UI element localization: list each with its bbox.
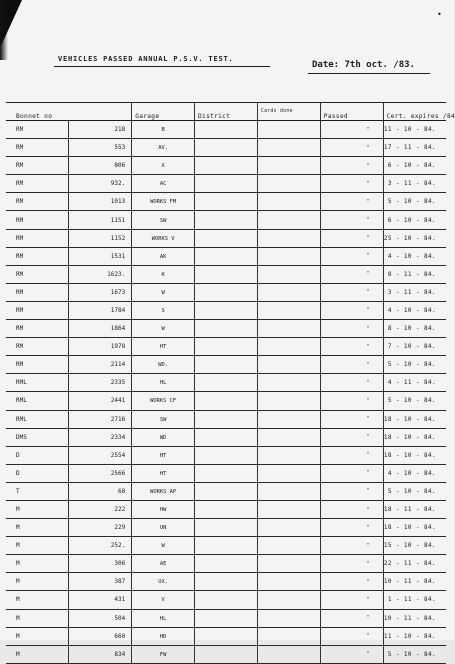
table-row	[6, 139, 446, 157]
row-cert-expires: 3 - 11 - 84.	[383, 283, 446, 301]
row-bonnet-number: 222	[69, 500, 132, 518]
row-garage	[132, 555, 195, 573]
row-passed: "	[320, 356, 383, 374]
row-cert-expires: 5 - 10 - 84.	[383, 392, 446, 410]
row-garage-label: X	[161, 163, 165, 170]
table-row	[6, 283, 446, 301]
row-cert-expires: 6 - 10 - 84.	[383, 157, 446, 175]
date-label: Date: 7th oct. /83.	[312, 60, 415, 70]
row-garage-label: WORKS V	[151, 235, 175, 242]
row-garage-label: HL	[159, 380, 167, 387]
table-row	[6, 464, 446, 482]
table-row	[6, 482, 446, 500]
row-garage-label: WORKS CF	[150, 398, 177, 405]
row-garage	[132, 645, 195, 663]
column-header-passed: Passed	[320, 103, 383, 121]
row-bonnet-code: RM	[6, 229, 69, 247]
row-cert-expires: 11 - 10 - 84.	[383, 121, 446, 139]
row-garage	[132, 482, 195, 500]
row-cards-done	[257, 500, 320, 518]
row-garage-label: ON	[159, 525, 167, 532]
row-bonnet-code: M	[6, 591, 69, 609]
row-garage-label: WD	[159, 434, 167, 441]
row-bonnet-code: RM	[6, 338, 69, 356]
row-cert-expires: 18 - 10 - 84.	[383, 519, 446, 537]
row-bonnet-code: M	[6, 500, 69, 518]
row-passed: "	[320, 446, 383, 464]
table-row	[6, 374, 446, 392]
row-cert-expires: 6 - 10 - 84.	[383, 211, 446, 229]
row-cert-expires: 1 - 11 - 84.	[383, 591, 446, 609]
row-garage	[132, 229, 195, 247]
row-cards-done	[257, 247, 320, 265]
row-garage-label: HW	[159, 507, 167, 514]
row-cert-expires: 7 - 10 - 84.	[383, 338, 446, 356]
row-garage-label: WORKS FM	[150, 199, 177, 206]
table-row	[6, 446, 446, 464]
table-row	[6, 301, 446, 319]
row-cards-done	[257, 591, 320, 609]
row-garage-label: K	[161, 271, 165, 278]
row-garage-label: AK	[159, 253, 167, 260]
row-district	[195, 609, 258, 627]
table-row	[6, 573, 446, 591]
row-garage-label: AE	[159, 561, 167, 568]
row-cert-expires: 18 - 10 - 84.	[383, 446, 446, 464]
row-garage-label: HT	[159, 344, 167, 351]
row-cards-done	[257, 265, 320, 283]
row-cards-done	[257, 627, 320, 645]
row-garage	[132, 338, 195, 356]
row-cards-done	[257, 374, 320, 392]
row-district	[195, 482, 258, 500]
row-garage	[132, 374, 195, 392]
scan-shadow-edge	[0, 0, 8, 60]
row-bonnet-code: RM	[6, 157, 69, 175]
row-garage	[132, 283, 195, 301]
row-cards-done	[257, 356, 320, 374]
row-garage	[132, 410, 195, 428]
row-garage-label: W	[161, 326, 165, 333]
row-bonnet-code: DMS	[6, 428, 69, 446]
row-cards-done	[257, 392, 320, 410]
row-garage-label: FW	[159, 651, 167, 658]
row-passed: "	[320, 121, 383, 139]
row-district	[195, 157, 258, 175]
row-passed: "	[320, 392, 383, 410]
row-bonnet-number: 660	[69, 627, 132, 645]
row-district	[195, 464, 258, 482]
row-garage	[132, 139, 195, 157]
row-cert-expires: 5 - 10 - 84.	[383, 356, 446, 374]
row-cards-done	[257, 573, 320, 591]
row-passed: "	[320, 519, 383, 537]
table-header-row	[6, 103, 446, 121]
row-district	[195, 193, 258, 211]
row-garage-label: S	[161, 307, 165, 314]
row-bonnet-code: RM	[6, 211, 69, 229]
row-passed: "	[320, 265, 383, 283]
row-garage	[132, 247, 195, 265]
row-cert-expires: 18 - 11 - 84.	[383, 500, 446, 518]
row-garage-label: UX.	[158, 579, 168, 586]
row-cert-expires: 10 - 11 - 84.	[383, 609, 446, 627]
row-cards-done	[257, 175, 320, 193]
row-district	[195, 374, 258, 392]
row-district	[195, 229, 258, 247]
page-title: VEHICLES PASSED ANNUAL P.S.V. TEST.	[58, 55, 234, 63]
table-row	[6, 428, 446, 446]
row-cards-done	[257, 410, 320, 428]
row-bonnet-number: 932.	[69, 175, 132, 193]
row-district	[195, 338, 258, 356]
row-bonnet-number: 387	[69, 573, 132, 591]
row-garage	[132, 356, 195, 374]
row-bonnet-code: RML	[6, 374, 69, 392]
row-garage	[132, 392, 195, 410]
row-passed: "	[320, 573, 383, 591]
row-garage	[132, 627, 195, 645]
row-cert-expires: 18 - 10 - 84.	[383, 410, 446, 428]
row-bonnet-code: M	[6, 573, 69, 591]
row-cert-expires: 4 - 11 - 84.	[383, 374, 446, 392]
row-garage	[132, 446, 195, 464]
row-passed: "	[320, 482, 383, 500]
row-cards-done	[257, 537, 320, 555]
row-district	[195, 356, 258, 374]
row-garage	[132, 157, 195, 175]
table-row	[6, 175, 446, 193]
row-cards-done	[257, 482, 320, 500]
row-garage-label: AC	[159, 181, 167, 188]
row-garage	[132, 537, 195, 555]
table-row	[6, 338, 446, 356]
row-passed: "	[320, 320, 383, 338]
row-cert-expires: 15 - 10 - 84.	[383, 537, 446, 555]
date-underline	[308, 73, 430, 74]
row-passed: "	[320, 464, 383, 482]
row-passed: "	[320, 591, 383, 609]
row-bonnet-code: M	[6, 645, 69, 663]
table-row	[6, 356, 446, 374]
row-cert-expires: 5 - 10 - 84.	[383, 645, 446, 663]
row-cards-done	[257, 428, 320, 446]
row-bonnet-number: 229	[69, 519, 132, 537]
row-garage	[132, 500, 195, 518]
row-bonnet-number: 252.	[69, 537, 132, 555]
row-cards-done	[257, 211, 320, 229]
row-bonnet-number: 2441	[69, 392, 132, 410]
row-bonnet-number: 1152	[69, 229, 132, 247]
table-row	[6, 410, 446, 428]
row-bonnet-code: RM	[6, 247, 69, 265]
row-garage-label: W	[161, 289, 165, 296]
row-district	[195, 428, 258, 446]
row-bonnet-number: 504	[69, 609, 132, 627]
row-bonnet-code: RM	[6, 193, 69, 211]
row-cards-done	[257, 609, 320, 627]
table-row	[6, 645, 446, 663]
row-cert-expires: 4 - 10 - 84.	[383, 301, 446, 319]
row-passed: "	[320, 338, 383, 356]
row-district	[195, 247, 258, 265]
table-row	[6, 519, 446, 537]
row-passed: "	[320, 627, 383, 645]
row-bonnet-number: 2716	[69, 410, 132, 428]
row-bonnet-code: RM	[6, 121, 69, 139]
column-header-cards-done: Cards done	[257, 103, 320, 121]
row-garage-label: HT	[159, 452, 167, 459]
row-bonnet-code: RM	[6, 265, 69, 283]
row-garage	[132, 609, 195, 627]
row-cert-expires: 25 - 10 - 84.	[383, 229, 446, 247]
page-dot-mark: •	[437, 10, 442, 19]
row-bonnet-code: RML	[6, 392, 69, 410]
row-bonnet-code: RML	[6, 410, 69, 428]
row-passed: "	[320, 537, 383, 555]
row-district	[195, 555, 258, 573]
row-garage-label: WD.	[158, 362, 168, 369]
row-passed: "	[320, 500, 383, 518]
row-district	[195, 500, 258, 518]
row-garage-label: HT	[159, 470, 167, 477]
row-bonnet-number: 2334	[69, 428, 132, 446]
row-bonnet-code: RM	[6, 283, 69, 301]
row-bonnet-number: 431	[69, 591, 132, 609]
row-district	[195, 537, 258, 555]
table-row	[6, 500, 446, 518]
row-garage	[132, 591, 195, 609]
row-garage-label: AV.	[158, 145, 168, 152]
column-header-garage: Garage	[132, 103, 195, 121]
row-cards-done	[257, 193, 320, 211]
row-cards-done	[257, 121, 320, 139]
row-cert-expires: 4 - 10 - 84.	[383, 464, 446, 482]
row-cert-expires: 5 - 10 - 84.	[383, 482, 446, 500]
row-district	[195, 519, 258, 537]
row-bonnet-number: 834	[69, 645, 132, 663]
row-garage-label: B	[161, 127, 165, 134]
row-cards-done	[257, 338, 320, 356]
row-district	[195, 627, 258, 645]
row-bonnet-code: D	[6, 464, 69, 482]
row-garage	[132, 519, 195, 537]
row-garage-label: WORKS AP	[150, 488, 177, 495]
table-body	[6, 121, 446, 664]
row-cert-expires: 22 - 11 - 84.	[383, 555, 446, 573]
row-bonnet-number: 1151	[69, 211, 132, 229]
row-district	[195, 446, 258, 464]
row-passed: "	[320, 374, 383, 392]
row-cert-expires: 8 - 10 - 84.	[383, 320, 446, 338]
row-bonnet-code: M	[6, 627, 69, 645]
row-cert-expires: 10 - 11 - 84.	[383, 573, 446, 591]
row-bonnet-code: M	[6, 609, 69, 627]
row-passed: "	[320, 193, 383, 211]
title-underline	[54, 66, 270, 67]
table-row	[6, 555, 446, 573]
row-passed: "	[320, 157, 383, 175]
row-district	[195, 139, 258, 157]
column-header-district: District	[195, 103, 258, 121]
row-bonnet-number: 1978	[69, 338, 132, 356]
row-bonnet-number: 1673	[69, 283, 132, 301]
row-garage-label: SW	[159, 416, 167, 423]
row-garage-label: W	[161, 543, 165, 550]
row-bonnet-code: RM	[6, 139, 69, 157]
row-bonnet-code: T	[6, 482, 69, 500]
row-garage	[132, 211, 195, 229]
row-garage	[132, 193, 195, 211]
row-garage	[132, 175, 195, 193]
row-passed: "	[320, 301, 383, 319]
row-bonnet-number: 218	[69, 121, 132, 139]
row-district	[195, 265, 258, 283]
row-passed: "	[320, 229, 383, 247]
table-row	[6, 193, 446, 211]
column-header-bonnet-no: Bonnet no	[6, 103, 132, 121]
row-cert-expires: 8 - 11 - 84.	[383, 265, 446, 283]
table-row	[6, 211, 446, 229]
row-cards-done	[257, 446, 320, 464]
row-garage-label: SW	[159, 217, 167, 224]
table-row	[6, 247, 446, 265]
row-district	[195, 283, 258, 301]
row-cert-expires: 18 - 10 - 84.	[383, 428, 446, 446]
row-bonnet-number: 1531	[69, 247, 132, 265]
row-cards-done	[257, 320, 320, 338]
row-passed: "	[320, 555, 383, 573]
row-bonnet-number: 553	[69, 139, 132, 157]
row-garage-label: HD	[159, 633, 167, 640]
table-row	[6, 265, 446, 283]
row-cards-done	[257, 283, 320, 301]
row-bonnet-number: 2554	[69, 446, 132, 464]
row-cards-done	[257, 157, 320, 175]
row-bonnet-code: RM	[6, 175, 69, 193]
row-cards-done	[257, 519, 320, 537]
row-bonnet-code: M	[6, 537, 69, 555]
row-district	[195, 645, 258, 663]
row-bonnet-code: RM	[6, 301, 69, 319]
table-row	[6, 157, 446, 175]
table-row	[6, 320, 446, 338]
row-bonnet-number: 806	[69, 157, 132, 175]
row-cards-done	[257, 229, 320, 247]
row-passed: "	[320, 175, 383, 193]
row-cards-done	[257, 139, 320, 157]
column-header-cert-expires: Cert. expires /84	[383, 103, 446, 121]
row-district	[195, 121, 258, 139]
row-garage	[132, 121, 195, 139]
row-district	[195, 392, 258, 410]
row-passed: "	[320, 211, 383, 229]
row-passed: "	[320, 139, 383, 157]
row-cards-done	[257, 464, 320, 482]
row-garage-label: HL	[159, 615, 167, 622]
row-garage-label: V	[161, 597, 165, 604]
row-passed: "	[320, 428, 383, 446]
vehicle-log-table	[6, 102, 455, 664]
row-bonnet-code: RM	[6, 356, 69, 374]
row-bonnet-number: 1013	[69, 193, 132, 211]
row-garage	[132, 320, 195, 338]
row-bonnet-number: 1784	[69, 301, 132, 319]
row-district	[195, 320, 258, 338]
row-garage	[132, 573, 195, 591]
row-passed: "	[320, 645, 383, 663]
table-row	[6, 591, 446, 609]
row-district	[195, 211, 258, 229]
table-row	[6, 229, 446, 247]
row-cert-expires: 11 - 10 - 84.	[383, 627, 446, 645]
row-bonnet-number: 1864	[69, 320, 132, 338]
row-cards-done	[257, 301, 320, 319]
row-bonnet-code: D	[6, 446, 69, 464]
row-cert-expires: 5 - 10 - 84.	[383, 193, 446, 211]
row-garage	[132, 464, 195, 482]
row-bonnet-number: 68	[69, 482, 132, 500]
row-bonnet-number: 2335	[69, 374, 132, 392]
row-bonnet-number: 2114	[69, 356, 132, 374]
row-garage	[132, 265, 195, 283]
row-district	[195, 301, 258, 319]
row-district	[195, 410, 258, 428]
row-passed: "	[320, 410, 383, 428]
row-cert-expires: 3 - 11 - 84.	[383, 175, 446, 193]
table-row	[6, 392, 446, 410]
table-row	[6, 627, 446, 645]
row-bonnet-code: M	[6, 555, 69, 573]
row-garage	[132, 428, 195, 446]
table-row	[6, 609, 446, 627]
row-passed: "	[320, 247, 383, 265]
table-row	[6, 537, 446, 555]
row-district	[195, 175, 258, 193]
row-cards-done	[257, 645, 320, 663]
row-bonnet-code: RM	[6, 320, 69, 338]
row-garage	[132, 301, 195, 319]
row-district	[195, 591, 258, 609]
row-bonnet-number: 306	[69, 555, 132, 573]
table-row	[6, 121, 446, 139]
row-cards-done	[257, 555, 320, 573]
row-district	[195, 573, 258, 591]
row-passed: "	[320, 609, 383, 627]
row-cert-expires: 17 - 11 - 84.	[383, 139, 446, 157]
row-cert-expires: 4 - 10 - 84.	[383, 247, 446, 265]
row-passed: "	[320, 283, 383, 301]
row-bonnet-number: 2566	[69, 464, 132, 482]
row-bonnet-code: M	[6, 519, 69, 537]
row-bonnet-number: 1623.	[69, 265, 132, 283]
